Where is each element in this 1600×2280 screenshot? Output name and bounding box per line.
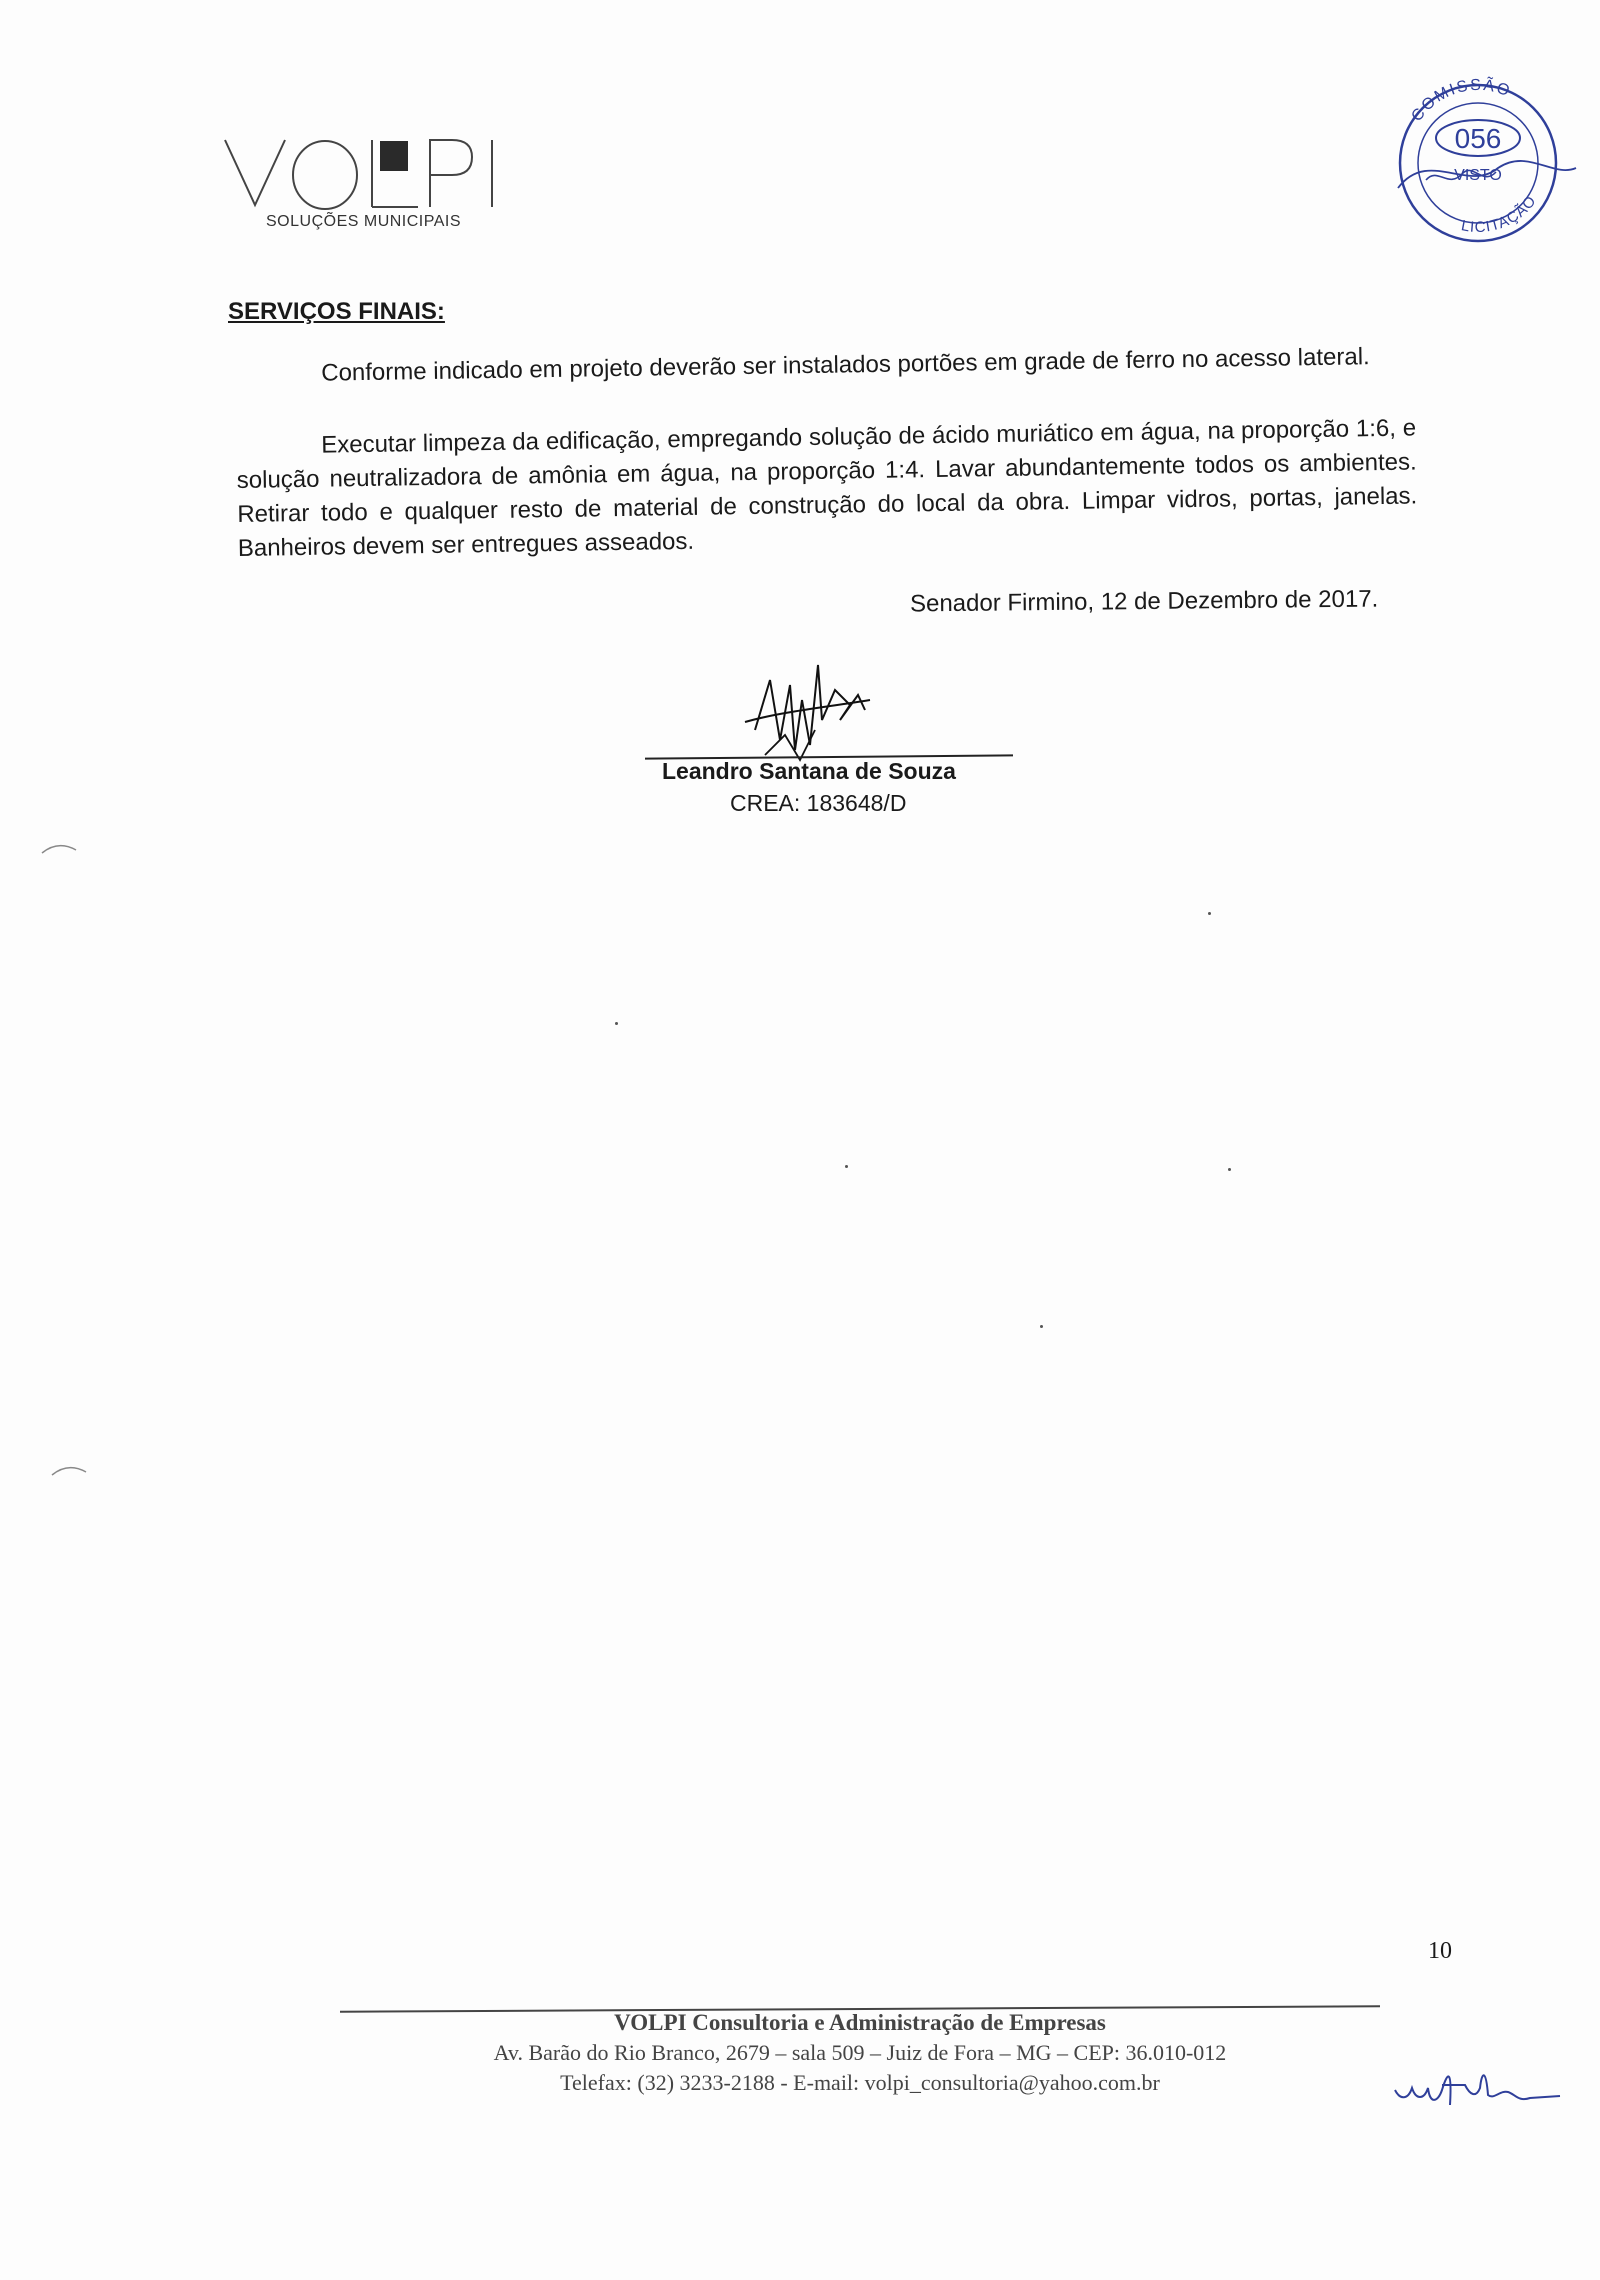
page-number: 10 — [1428, 1938, 1452, 1964]
footer-company: VOLPI Consultoria e Administração de Empresas — [614, 2010, 1106, 2035]
company-logo — [220, 135, 520, 245]
paragraph-1-text: Conforme indicado em projeto deverão ser instalados portões em grade de ferro no acesso lateral. — [321, 343, 1370, 387]
footer-address: Av. Barão do Rio Branco, 2679 – sala 509 – Juiz de Fora – MG – CEP: 36.010-012 — [493, 2040, 1227, 2065]
scan-speck — [615, 1022, 618, 1025]
svg-text:LICITAÇÃO — [1460, 192, 1540, 236]
stamp-number: 056 — [1454, 123, 1502, 154]
section-title: SERVIÇOS FINAIS: — [228, 298, 445, 325]
paragraph-indent — [236, 381, 321, 382]
stamp-top-text: COMISSÃO — [1408, 76, 1514, 125]
handwritten-initials — [1390, 2060, 1570, 2120]
signatory-name: Leandro Santana de Souza — [662, 758, 956, 784]
paragraph-indent — [236, 453, 321, 454]
signatory-registration: CREA: 183648/D — [730, 790, 907, 816]
svg-text:COMISSÃO — [1408, 74, 1513, 125]
footer-contact: Telefax: (32) 3233-2188 - E-mail: volpi_consultoria@yahoo.com.br — [560, 2070, 1160, 2095]
scan-speck — [1040, 1325, 1043, 1328]
scan-mark — [50, 1460, 90, 1480]
scan-speck — [1208, 912, 1211, 915]
handwritten-signature — [740, 660, 890, 770]
scan-mark — [40, 838, 80, 858]
scan-speck — [845, 1165, 848, 1168]
paragraph-cleaning — [236, 411, 1418, 566]
paragraph-2-text: Executar limpeza da edificação, empregando solução de ácido muriático em água, na proporção 1:6, e solução neutralizadora de amônia em água, na proporção 1:4. Lavar abundantemente todos os ambientes. Retirar todo e qualquer resto de material de construção do local da obra. Limpar vidros, portas, janelas. Banheiros devem ser entregues asseados. — [236, 414, 1418, 562]
commission-stamp — [1378, 68, 1578, 248]
stamp-bottom-text: LICITAÇÃO — [1459, 192, 1541, 237]
paragraph-gates — [236, 339, 1416, 392]
place-date: Senador Firmino, 12 de Dezembro de 2017. — [909, 585, 1379, 618]
scan-speck — [1228, 1168, 1231, 1171]
logo-wordmark — [220, 135, 520, 215]
stamp-middle-text: VISTO — [1454, 167, 1502, 184]
logo-subtitle: SOLUÇÕES MUNICIPAIS — [266, 213, 462, 230]
